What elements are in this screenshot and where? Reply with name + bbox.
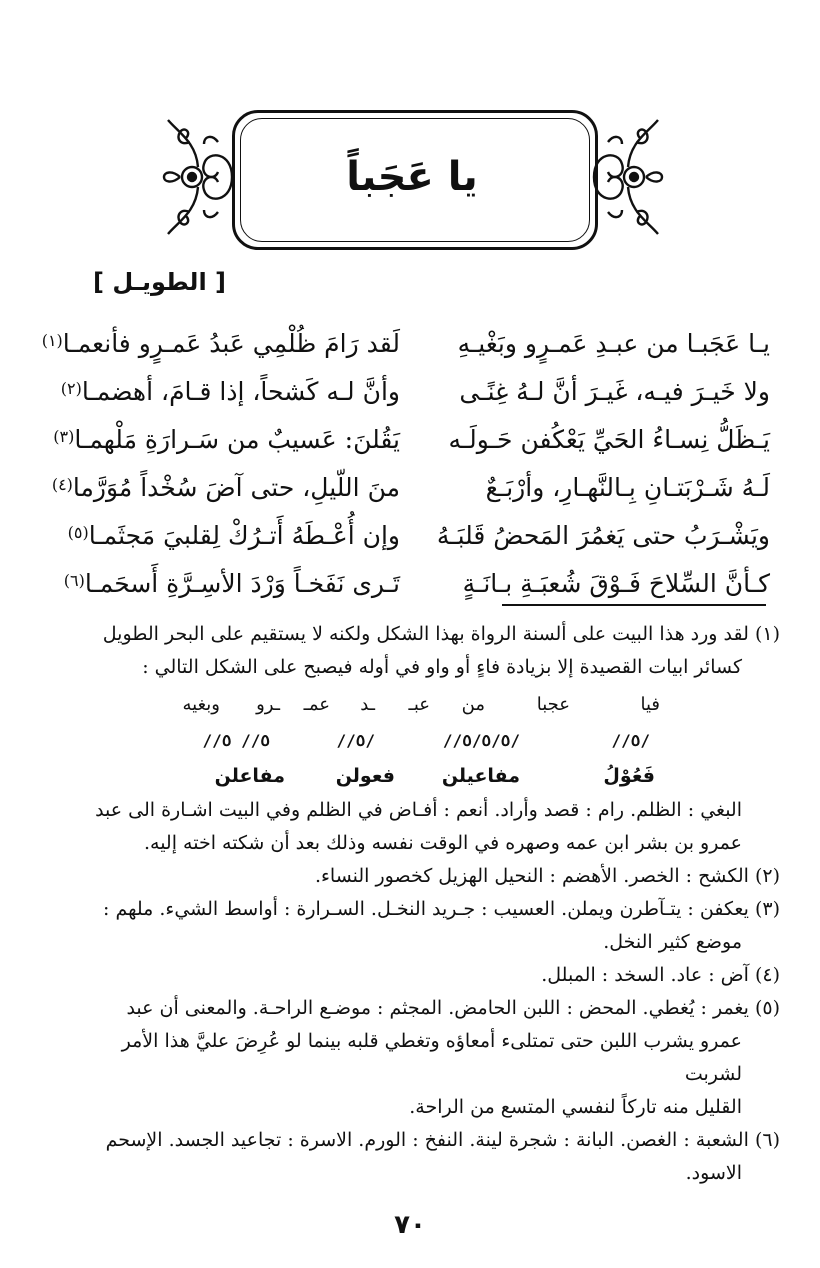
ornament-icon: [160, 112, 238, 242]
prosody-mark: /٥//: [611, 731, 650, 750]
footnote-1: [60, 618, 780, 651]
prosody-mark: /٥//: [336, 731, 375, 750]
scansion-words: [60, 688, 780, 724]
footnote-continuation: كسائر ابيات القصيدة إلا بزيادة فاءٍ أو واو في أوله فيصبح على الشكل التالي :: [142, 656, 742, 678]
verse: [40, 320, 780, 368]
footnote-ref: (٢): [60, 379, 82, 398]
footnote-ref: (٣): [53, 427, 75, 446]
verse-first-hemistich: يـا عَجَبـا من عبـدِ عَمـرٍو وبَغْيـهِ: [457, 329, 770, 358]
footnote-text: يعكفن : يتـآطرن ويملن. العسيب : جـريد النخـل. السـرارة : أواسط الشيء. ملهم :: [103, 898, 749, 920]
verse-second-hemistich: [40, 416, 400, 467]
footnote-continuation: الاسود.: [685, 1162, 742, 1184]
footnote-text: يغمر : يُغطي. المحض : اللبن الحامض. المجثم : موضـع الراحـة. والمعنى أن عبد: [126, 997, 749, 1019]
footnote-text: الكشح : الخصر. الأهضم : النحيل الهزيل كخصور النساء.: [314, 865, 749, 887]
verse-first-hemistich: لَـهُ شَـرْبَتـانِ بِـالنَّهـارِ، وأرْبَـعٌ: [485, 473, 770, 502]
scansion-word: من: [461, 694, 485, 715]
hemistich-text: وإن أُعْـطَهُ أَتـرُكْ لِقلبيَ مَجثَمـا: [88, 521, 400, 550]
verse-first-hemistich: كـأنَّ السِّلاحَ فَـوْقَ شُعبَـةِ بـانَـةٍ: [462, 569, 770, 598]
verse-first-hemistich: ولا خَيـرَ فيـه، غَيـرَ أنَّ لـهُ غِنًـى: [459, 377, 770, 406]
footnote-text: آض : عاد. السخد : المبلل.: [541, 964, 749, 986]
footnote-number: (٢): [754, 865, 780, 887]
footnote-text: لقد ورد هذا البيت على ألسنة الرواة بهذا الشكل ولكنه لا يستقيم على البحر الطويل: [102, 623, 749, 645]
footnote-gloss: عمرو بن بشر ابن عمه وصهره في الوقت نفسه وذلك بعد أن شكته اخته إليه.: [143, 832, 742, 854]
scansion-word: عمـ: [303, 694, 330, 715]
metrical-foot: فعولن: [335, 765, 395, 787]
verse: [40, 560, 780, 608]
footnote-6: [60, 1124, 780, 1157]
verse-second-hemistich: [40, 560, 400, 611]
metrical-foot: فَعُوْلُ: [603, 765, 655, 787]
footnotes: [60, 618, 780, 1190]
footnote-number: (٦): [754, 1129, 780, 1151]
verse: [40, 368, 780, 416]
hemistich-text: لَقد رَامَ ظُلْمِي عَبدُ عَمـرٍو فأنعمـا: [62, 329, 400, 358]
footnote-number: (٤): [754, 964, 780, 986]
hemistich-text: تَـرى نَفَخـاً وَرْدَ الأسِـرَّةِ أَسحَمـا: [84, 569, 400, 598]
metrical-feet: [60, 760, 780, 794]
verse-second-hemistich: [40, 512, 400, 563]
footnote-continuation: موضع كثير النخل.: [603, 931, 742, 953]
scansion-word: عبـ: [408, 694, 430, 715]
footnote-ref: (٤): [51, 475, 73, 494]
page-number: ٧٠: [394, 1210, 426, 1240]
footnote-divider: [502, 604, 766, 606]
footnote-text: الشعبة : الغصن. البانة : شجرة لينة. النفخ : الورم. الاسرة : تجاعيد الجسد. الإسحم: [105, 1129, 749, 1151]
footnote-continuation: القليل منه تاركاً لنفسي المتسع من الراحة.: [409, 1096, 742, 1118]
scansion-word: وبغيه: [182, 694, 220, 715]
footnote-ref: (٥): [67, 523, 89, 542]
prosody-marks: [60, 724, 780, 760]
footnote-number: (٣): [754, 898, 780, 920]
footnote-gloss: البغي : الظلم. رام : قصد وأراد. أنعم : أفـاض في الظلم وفي البيت اشـارة الى عبد: [95, 799, 742, 821]
verse-second-hemistich: [40, 320, 400, 371]
metrical-foot: مفاعيلن: [441, 765, 520, 787]
footnote-number: (٥): [754, 997, 780, 1019]
scansion-word: فيا: [640, 694, 660, 715]
metrical-foot: مفاعلن: [214, 765, 285, 787]
ornament-icon: [588, 112, 666, 242]
footnote-5: [60, 992, 780, 1025]
verse: [40, 464, 780, 512]
footnote-ref: (٦): [63, 571, 85, 590]
footnote-2: [60, 860, 780, 893]
footnote-3: [60, 893, 780, 926]
prosody-mark: ٥// ٥//: [202, 731, 270, 750]
footnote-4: [60, 959, 780, 992]
hemistich-text: يَقُلنَ: عَسيبٌ من سَـرارَةِ مَلْهمـا: [74, 425, 400, 454]
footnote-continuation: عمرو يشرب اللبن حتى تمتلىء أمعاؤه وتغطي قلبه بينما لو عُرِضَ عليَّ هذا الأمر لشربت: [121, 1030, 742, 1085]
verse-second-hemistich: [40, 368, 400, 419]
verse: [40, 416, 780, 464]
prosody-mark: /٥/٥/٥//: [442, 731, 520, 750]
footnote-ref: (١): [41, 331, 63, 350]
verses: [40, 320, 780, 608]
scansion-word: عجبا: [536, 694, 570, 715]
meter-label: [ الطويـل ]: [93, 268, 226, 296]
footnote-number: (١): [754, 623, 780, 645]
verse-first-hemistich: ويَشْـرَبُ حتى يَغمُرَ المَحضُ قَلبَـهُ: [436, 521, 770, 550]
verse-first-hemistich: يَـظَلُّ نِسـاءُ الحَيِّ يَعْكُفن حَـولَـه: [448, 425, 770, 454]
scansion-word: ـرو: [256, 694, 280, 715]
poem-title: يا عَجَباً: [346, 154, 478, 200]
verse-second-hemistich: [40, 464, 400, 515]
hemistich-text: وأنَّ لـه كَشحاً، إذا قـامَ، أهضمـا: [81, 377, 400, 406]
verse: [40, 512, 780, 560]
scansion-word: ـد: [360, 694, 375, 715]
hemistich-text: منَ اللّيلِ، حتى آضَ سُخْداً مُوَرَّما: [72, 473, 400, 502]
